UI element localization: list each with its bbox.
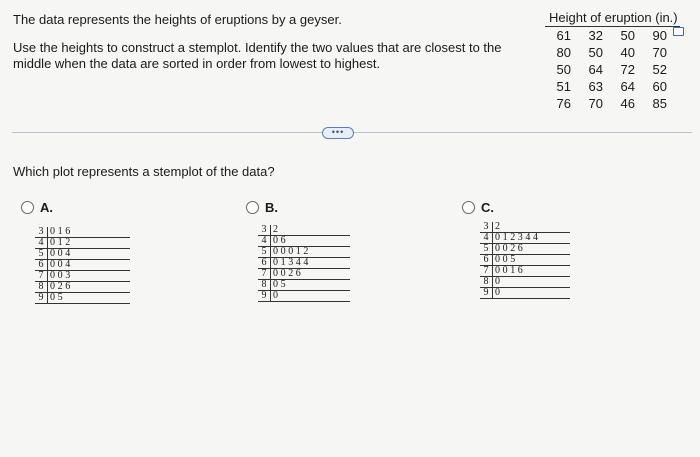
stemplot-row — [480, 266, 570, 277]
stem: 4 — [258, 236, 271, 246]
table-cell: 50 — [556, 62, 571, 77]
stem: 9 — [258, 291, 271, 301]
option-c[interactable] — [462, 200, 494, 215]
leaves: 026 — [50, 281, 73, 292]
stem: 4 — [35, 238, 48, 248]
stem: 8 — [35, 282, 48, 292]
leaves: 004 — [50, 259, 73, 270]
stemplot-row — [480, 233, 570, 244]
more-button[interactable]: ••• — [322, 127, 354, 139]
stem: 6 — [480, 255, 493, 265]
table-cell: 64 — [620, 79, 635, 94]
option-a-label: A. — [40, 200, 53, 215]
stemplot-b — [258, 225, 350, 302]
stemplot-row — [480, 288, 570, 299]
stemplot-row — [480, 244, 570, 255]
stem: 4 — [480, 233, 493, 243]
stemplot-row — [480, 255, 570, 266]
leaves: 0 — [495, 287, 503, 298]
stemplot-row — [258, 269, 350, 280]
stemplot-c — [480, 222, 570, 299]
table-cell: 52 — [652, 62, 667, 77]
stemplot-a — [35, 227, 130, 304]
table-cell: 72 — [620, 62, 635, 77]
stemplot-row — [258, 280, 350, 291]
stem: 6 — [258, 258, 271, 268]
table-cell: 80 — [556, 45, 571, 60]
leaves: 05 — [50, 292, 66, 303]
leaves: 0 — [495, 276, 503, 287]
stemplot-row — [35, 293, 130, 304]
stem: 7 — [480, 266, 493, 276]
radio-option-c[interactable] — [462, 201, 475, 214]
table-cell: 64 — [588, 62, 603, 77]
leaves: 003 — [50, 270, 73, 281]
stem: 3 — [35, 227, 48, 237]
leaves: 0 — [273, 290, 281, 301]
question-intro: The data represents the heights of eruptions by a geyser. — [13, 12, 342, 27]
leaves: 012 — [50, 237, 73, 248]
question-instruction: Use the heights to construct a stemplot. Identify the two values that are closest to the middle when the data are sorted in order from lowest to highest. — [13, 40, 502, 71]
table-title: Height of eruption (in.) — [545, 9, 680, 27]
table-cell: 46 — [620, 96, 635, 111]
stem: 5 — [35, 249, 48, 259]
leaves: 005 — [495, 254, 518, 265]
eruption-data-table — [545, 9, 680, 112]
stem: 9 — [35, 293, 48, 303]
stem: 8 — [480, 277, 493, 287]
leaves: 2 — [495, 221, 503, 232]
table-cell: 51 — [556, 79, 571, 94]
leaves: 016 — [50, 226, 73, 237]
table-cell: 50 — [588, 45, 603, 60]
leaves: 0016 — [495, 265, 526, 276]
stem: 7 — [35, 271, 48, 281]
option-a[interactable] — [21, 200, 53, 215]
stem: 3 — [258, 225, 271, 235]
radio-option-a[interactable] — [21, 201, 34, 214]
leaves: 01344 — [273, 257, 311, 268]
option-c-label: C. — [481, 200, 494, 215]
table-body — [545, 27, 680, 112]
stem: 5 — [480, 244, 493, 254]
leaves: 06 — [273, 235, 289, 246]
table-cell: 60 — [652, 79, 667, 94]
table-cell: 70 — [652, 45, 667, 60]
table-cell: 76 — [556, 96, 571, 111]
stemplot-row — [258, 225, 350, 236]
stemplot-row — [480, 277, 570, 288]
stemplot-row — [258, 258, 350, 269]
stem: 8 — [258, 280, 271, 290]
stem: 6 — [35, 260, 48, 270]
stem: 9 — [480, 288, 493, 298]
leaves: 012344 — [495, 232, 541, 243]
table-cell: 63 — [588, 79, 603, 94]
radio-option-b[interactable] — [246, 201, 259, 214]
stem: 3 — [480, 222, 493, 232]
stem: 7 — [258, 269, 271, 279]
stemplot-row — [258, 291, 350, 302]
table-cell: 70 — [588, 96, 603, 111]
leaves: 0026 — [273, 268, 304, 279]
option-b[interactable] — [246, 200, 278, 215]
stem: 5 — [258, 247, 271, 257]
table-cell: 32 — [588, 28, 603, 43]
table-cell: 61 — [556, 28, 571, 43]
option-b-label: B. — [265, 200, 278, 215]
leaves: 00012 — [273, 246, 311, 257]
table-cell: 40 — [620, 45, 635, 60]
question-prompt: Which plot represents a stemplot of the data? — [13, 164, 275, 179]
table-cell: 90 — [652, 28, 667, 43]
table-cell: 85 — [652, 96, 667, 111]
leaves: 0026 — [495, 243, 526, 254]
leaves: 05 — [273, 279, 289, 290]
leaves: 2 — [273, 224, 281, 235]
table-cell: 50 — [620, 28, 635, 43]
leaves: 004 — [50, 248, 73, 259]
copy-icon[interactable] — [673, 27, 684, 36]
